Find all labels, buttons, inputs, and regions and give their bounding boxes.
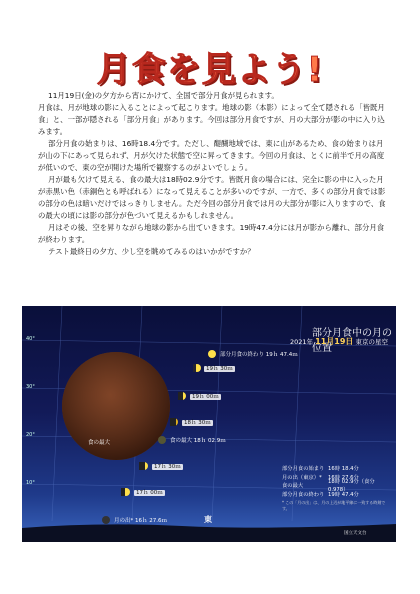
point-label-1830 xyxy=(182,418,213,426)
eclipsed-moon-shading xyxy=(62,352,170,460)
moon-1627 xyxy=(102,516,110,524)
point-label-1947 xyxy=(220,350,298,358)
figure-day: 11月19日 xyxy=(315,337,354,346)
paragraph-start: 部分月食の始まりは、16時18.4分です。ただし、醍醐地域では、東に山があるため、食の始まりは月が山の下にあって見られず、月が欠けた状態で空に昇ってきます。今回の月食は、とくに前半で月の高度が低いので、東の空が開けた場所で観察するのがよいでしょう。 xyxy=(38,139,385,172)
east-direction-label: 東 xyxy=(204,515,212,524)
point-1947-time: 19ｈ 47.4ｍ xyxy=(265,352,298,358)
point-1627-name: 月の出* xyxy=(114,518,134,524)
legend-note: * この「月の出」は、月の上辺が地平線に一致する時刻です。 xyxy=(282,500,386,511)
point-label-1627 xyxy=(114,516,167,524)
point-1947-name: 部分月食の終わり xyxy=(220,352,265,358)
legend-row xyxy=(282,490,390,499)
figure-date xyxy=(290,336,388,347)
legend-label: 食の最大 xyxy=(282,483,304,490)
paragraph-maximum: 月が最も欠けて見える、食の最大は18時02.9分です。皆既月食の場合には、完全に影の中に入った月が赤黒い色（赤銅色とも呼ばれる）になって見えることが多いのですが、一方で、多くの部分月食では影の部分の色は暗いだけではっきりしません。ただ今回の部分月食では月の大部分が影に入りますので、食の最大の頃には影の部分が色づいて見えるかもしれません。 xyxy=(38,175,386,220)
moon-1947 xyxy=(208,350,216,358)
moon-1830-shadow xyxy=(170,418,176,426)
legend-value: 16時 18.4分 xyxy=(328,466,359,473)
point-1803-time: 18ｈ 02.9ｍ xyxy=(193,438,226,444)
point-label-1803 xyxy=(170,436,226,444)
paragraph-intro: 11月19日(金)の夕方から宵にかけて、全国で部分月食が見られます。 xyxy=(48,91,279,100)
paragraph-end: 月はその後、空を昇りながら地球の影から出ていきます。19時47.4分には月が影から離れ、部分月食が終わります。 xyxy=(38,223,385,244)
moon-1803 xyxy=(158,436,166,444)
point-label-1700 xyxy=(134,488,165,496)
page-title: 月食を見よう! xyxy=(96,50,324,90)
moon-1700-shadow xyxy=(121,488,125,496)
point-1700-time: 17ｈ 00ｍ xyxy=(136,490,163,496)
point-label-1930 xyxy=(204,364,235,372)
point-1803-name: 食の最大 xyxy=(170,438,193,444)
point-label-1900 xyxy=(190,392,221,400)
paragraph-closing: テスト最終日の夕方、少し空を眺めてみるのはいかがですか？ xyxy=(48,247,255,256)
figure-title: 部分月食中の月の位置 xyxy=(312,328,392,354)
eclipse-sky-chart xyxy=(22,306,396,542)
legend-label: 部分月食の終わり xyxy=(282,491,325,498)
altitude-label-30: 30° xyxy=(26,384,35,390)
legend-label: 月の出（東京）* xyxy=(282,474,322,481)
figure-place: 東京の星空 xyxy=(355,338,388,346)
legend-row xyxy=(282,479,390,494)
paragraph-explanation: 月食は、月が地球の影に入ることによって起こります。地球の影（本影）によって全て隠される「皆既月食」と、一部が隠される「部分月食」があります。今回は部分月食ですが、月の大部分が影の中に入り込みます。 xyxy=(38,103,385,136)
point-1830-time: 18ｈ 30ｍ xyxy=(184,420,211,426)
altitude-label-10: 10° xyxy=(26,480,35,486)
altitude-label-40: 40° xyxy=(26,336,35,342)
moon-1730-shadow xyxy=(139,462,145,470)
point-1627-time: 16ｈ 27.6ｍ xyxy=(135,518,168,524)
moon-1930-shadow xyxy=(193,364,196,372)
point-1930-time: 19ｈ 30ｍ xyxy=(206,366,233,372)
legend-label: 部分月食の始まり xyxy=(282,466,325,473)
moon-1900-shadow xyxy=(178,392,183,400)
point-label-1730 xyxy=(152,462,183,470)
legend-value: 18時 02.9分（食分 0.978） xyxy=(328,479,375,494)
legend-row xyxy=(282,464,390,473)
eclipse-legend xyxy=(282,464,390,512)
grid-meridian-1 xyxy=(52,306,62,521)
altitude-label-20: 20° xyxy=(26,432,35,438)
point-1900-time: 19ｈ 00ｍ xyxy=(192,394,219,400)
point-1730-time: 17ｈ 30ｍ xyxy=(154,464,181,470)
figure-credit: 国立天文台 xyxy=(344,531,367,536)
figure-year: 2021年 xyxy=(290,338,314,346)
legend-value: 16時 27.6分 xyxy=(328,474,359,481)
grid-meridian-3 xyxy=(212,306,222,521)
article-body xyxy=(38,90,388,258)
horizon xyxy=(22,524,396,542)
legend-value: 19時 47.4分 xyxy=(328,491,359,498)
inset-label: 食の最大 xyxy=(88,440,111,446)
